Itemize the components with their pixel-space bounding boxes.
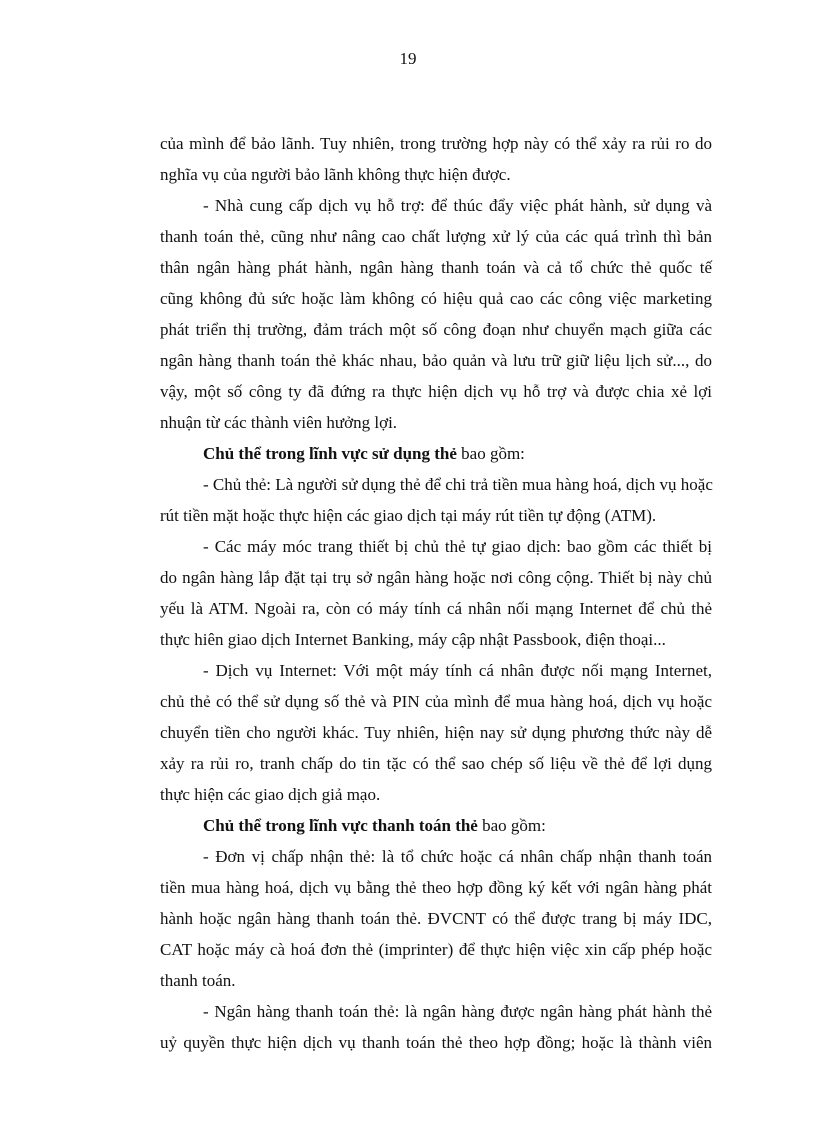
text-line: thanh toán thẻ, cũng như nâng cao chất lượng xử lý của các quá trình thì bản — [160, 227, 712, 246]
text-line: xảy ra rủi ro, tranh chấp do tin tặc có thể sao chép số liệu về thẻ để lợi dụng — [160, 754, 712, 773]
text-line: thực hiện các giao dịch giả mạo. — [160, 785, 381, 804]
text-line: thân ngân hàng phát hành, ngân hàng thanh toán và cả tổ chức thẻ quốc tế — [160, 258, 712, 277]
text-line: do ngân hàng lắp đặt tại trụ sở ngân hàng hoặc nơi công cộng. Thiết bị này chủ — [160, 568, 712, 587]
section-heading: Chủ thể trong lĩnh vực sử dụng thẻ — [203, 444, 457, 463]
body-text — [160, 128, 712, 1058]
section-heading: Chủ thể trong lĩnh vực thanh toán thẻ — [203, 816, 478, 835]
section-heading-rest: bao gồm: — [456, 444, 525, 463]
text-line: tiền mua hàng hoá, dịch vụ bằng thẻ theo hợp đồng ký kết với ngân hàng phát — [160, 878, 712, 897]
text-line: - Dịch vụ Internet: Với một máy tính cá nhân được nối mạng Internet, — [203, 661, 712, 680]
text-line: thực hiên giao dịch Internet Banking, máy cập nhật Passbook, điện thoại... — [160, 630, 666, 649]
section-heading-line — [160, 438, 712, 469]
text-line: hành hoặc ngân hàng thanh toán thẻ. ĐVCNT có thể được trang bị máy IDC, — [160, 909, 712, 928]
text-line: nhuận từ các thành viên hưởng lợi. — [160, 413, 398, 432]
text-line: thanh toán. — [160, 971, 236, 990]
text-line: - Các máy móc trang thiết bị chủ thẻ tự giao dịch: bao gồm các thiết bị — [203, 537, 712, 556]
page-number: 19 — [399, 49, 417, 68]
text-line: của mình để bảo lãnh. Tuy nhiên, trong trường hợp này có thể xảy ra rủi ro do — [160, 134, 712, 153]
text-line: - Chủ thẻ: Là người sử dụng thẻ để chi trả tiền mua hàng hoá, dịch vụ hoặc — [203, 475, 713, 494]
text-line: phát triển thị trường, đảm trách một số công đoạn như chuyển mạch giữa các — [160, 320, 712, 339]
text-line: - Nhà cung cấp dịch vụ hỗ trợ: để thúc đẩy việc phát hành, sử dụng và — [203, 196, 712, 215]
text-line: vậy, một số công ty đã đứng ra thực hiện dịch vụ hỗ trợ và được chia xẻ lợi — [160, 382, 712, 401]
text-line: CAT hoặc máy cà hoá đơn thẻ (imprinter) để thực hiện việc xin cấp phép hoặc — [160, 940, 712, 959]
text-line: cũng không đủ sức hoặc làm không có hiệu quả cao các công việc marketing — [160, 289, 712, 308]
text-line: chủ thẻ có thể sử dụng số thẻ và PIN của mình để mua hàng hoá, dịch vụ hoặc — [160, 692, 712, 711]
text-line: nghĩa vụ của người bảo lãnh không thực hiện được. — [160, 165, 511, 184]
text-line: uỷ quyền thực hiện dịch vụ thanh toán thẻ theo hợp đồng; hoặc là thành viên — [160, 1033, 712, 1052]
text-line: rút tiền mặt hoặc thực hiện các giao dịch tại máy rút tiền tự động (ATM). — [160, 506, 657, 525]
section-heading-rest: bao gồm: — [477, 816, 546, 835]
section-heading-line — [160, 810, 712, 841]
text-line: yếu là ATM. Ngoài ra, còn có máy tính cá nhân nối mạng Internet để chủ thẻ — [160, 599, 712, 618]
text-line: ngân hàng thanh toán thẻ khác nhau, bảo quản và lưu trữ giữ liệu lịch sử..., do — [160, 351, 712, 370]
text-line: - Đơn vị chấp nhận thẻ: là tổ chức hoặc cá nhân chấp nhận thanh toán — [203, 847, 712, 866]
text-line: chuyển tiền cho người khác. Tuy nhiên, hiện nay sử dụng phương thức này dễ — [160, 723, 712, 742]
text-line: - Ngân hàng thanh toán thẻ: là ngân hàng được ngân hàng phát hành thẻ — [203, 1002, 712, 1021]
